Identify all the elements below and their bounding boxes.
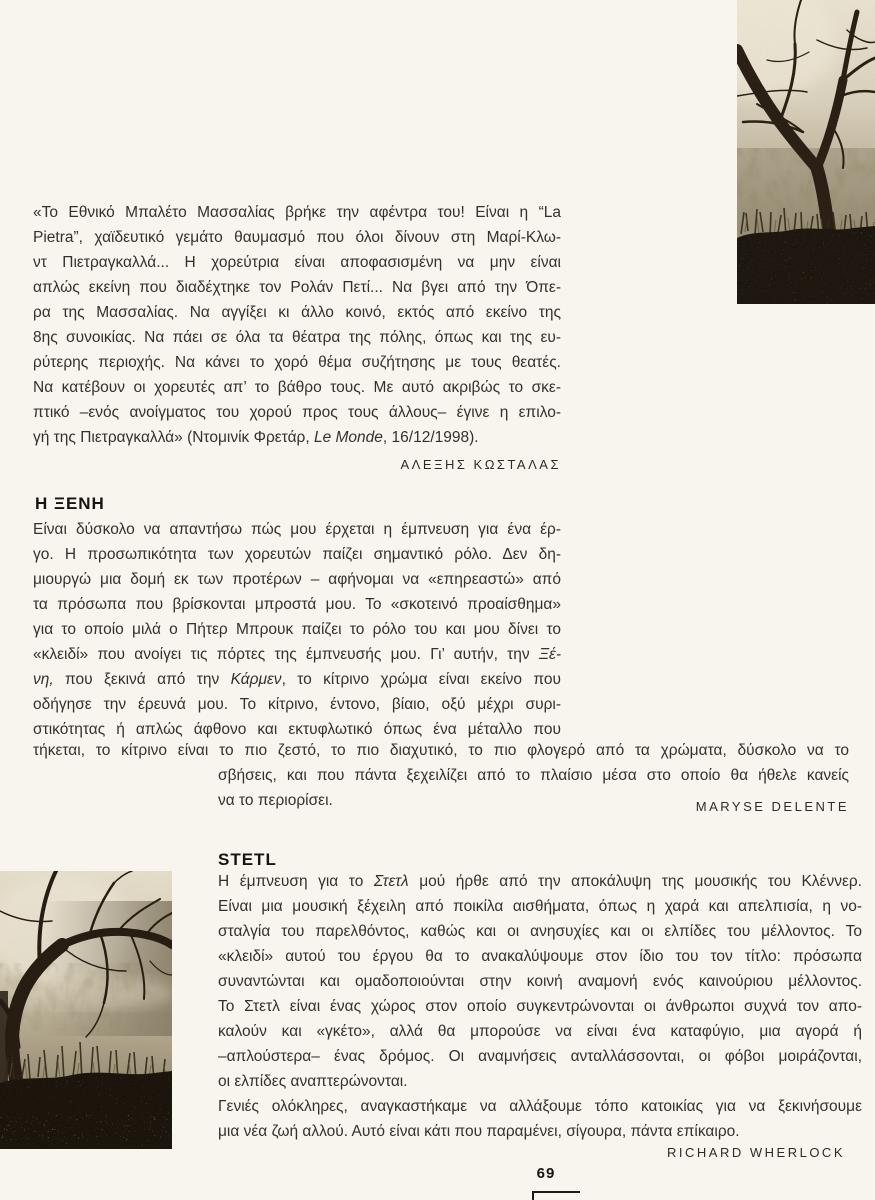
footer-corner-mark	[532, 1191, 580, 1200]
quote-paragraph-line-5: ρα της Μασσαλίας. Να αγγίξει κι άλλο κοινό, εκτός από εκείνο της	[33, 304, 561, 321]
stetl-paragraph-line-1: Η έμπνευση για το Στετλ μού ήρθε από την αποκάλυψη της μουσικής του Κλέννερ.	[218, 873, 862, 890]
quote-paragraph-line-3: ντ Πιετραγκαλλά... Η χορεύτρια είναι αποφασισμένη να μην είναι	[33, 254, 561, 271]
quote-paragraph-line-2: Pietra”, χαϊδευτικό γεμάτο θαυμασμό που όλοι δίνουν στη Μαρί-Κλω-	[33, 229, 561, 246]
tree-photo-bottom-left	[0, 871, 172, 1149]
stetl-paragraph-line-4: «κλειδί» αυτού του έργου θα το ανακαλύψουμε στον ίδιο του τον τίτλο: πρόσωπα	[218, 948, 862, 965]
xeni-paragraph-line-1: Είναι δύσκολο να απαντήσω πώς μου έρχεται η έμπνευση για ένα έρ-	[33, 521, 561, 538]
xeni-paragraph-line-5: για το οποίο μιλά ο Πήτερ Μπρουκ παίζει το ρόλο του και μου δίνει το	[33, 621, 561, 638]
quote-paragraph-line-6: 8ης συνοικίας. Να πάει σε όλα τα θέατρα της πόλης, όπως και της ευ-	[33, 329, 561, 346]
xeni-paragraph-line-2: γο. Η προσωπικότητα των χορευτών παίζει σημαντικό ρόλο. Δεν δη-	[33, 546, 561, 563]
xeni-paragraph-line-4: τα πρόσωπα που βρίσκονται μπροστά μου. Το «σκοτεινό προαίσθημα»	[33, 596, 561, 613]
stetl-paragraph-line-10: Γενιές ολόκληρες, αναγκαστήκαμε να αλλάξουμε τόπο κατοικίας για να ξεκινήσουμε	[218, 1098, 862, 1115]
stetl-paragraph-line-5: συναντώνται και ομαδοποιούνται στην κοινή αναμονή ενός καινούριου μέλλοντος.	[218, 973, 862, 990]
stetl-paragraph-line-9: οι ελπίδες αναπτερώνονται.	[218, 1073, 408, 1090]
tree-photo-top-right-art	[737, 0, 875, 304]
stetl-attribution: RICHARD WHERLOCK	[667, 1145, 845, 1160]
stetl-paragraph-line-8: –απλούστερα– ένας δρόμος. Οι αναμνήσεις ανταλλάσσονται, οι φόβοι μοιράζονται,	[218, 1048, 862, 1065]
quote-paragraph-line-4: απλώς εκείνη που διαδέχτηκε τον Ρολάν Πετί... Να βγει από την Όπε-	[33, 279, 561, 296]
stetl-heading: STETL	[218, 850, 277, 869]
stetl-paragraph-line-7: καλούν και «γκέτο», αλλά θα μπορούσε να είναι ένα καταφύγιο, μια αγορά ή	[218, 1023, 862, 1040]
xeni-paragraph-wide-line-1: τήκεται, το κίτρινο είναι το πιο ζεστό, το πιο διαχυτικό, το πιο φλογερό από τα χρώματα, δύσκολο να το	[33, 742, 849, 759]
stetl-paragraph-line-2: Είναι μια μουσική ξέχειλη από ποικίλα αισθήματα, όπως η χαρά και απελπισία, η νο-	[218, 898, 862, 915]
xeni-paragraph-wide-line-2: σβήσεις, και που πάντα ξεχειλίζει από το πλαίσιο μέσα στο οποίο θα ήθελε κανείς	[218, 767, 849, 784]
xeni-attribution: MARYSE DELENTE	[695, 799, 849, 814]
xeni-heading: Η ΞΕΝΗ	[35, 494, 105, 513]
quote-paragraph-line-1: «Το Εθνικό Μπαλέτο Μασσαλίας βρήκε την αφέντρα του! Είναι η “La	[33, 204, 561, 221]
stetl-paragraph-line-3: σταλγία του παρελθόντος, καθώς και οι ανησυχίες και οι ελπίδες του μέλλοντος. Το	[218, 923, 862, 940]
stetl-paragraph-line-6: Το Στετλ είναι ένας χώρος στον οποίο συγκεντρώνονται οι άνθρωποι συχνά τον απο-	[218, 998, 862, 1015]
xeni-paragraph-line-9: στικότητας ή απλώς άφθονο και εκτυφλωτικό όπως ένα μέταλλο που	[33, 721, 561, 738]
tree-photo-bottom-left-art	[0, 871, 172, 1149]
tree-photo-top-right	[737, 0, 875, 304]
quote-paragraph-line-7: ρύτερης περιοχής. Να κάνει το χορό θέμα συζήτησης με τους θεατές.	[33, 354, 561, 371]
xeni-paragraph	[33, 517, 561, 742]
xeni-paragraph-line-8: οδήγησε την έρευνά μου. Το κίτρινο, έντονο, βίαιο, οξύ μέχρι συρι-	[33, 696, 561, 713]
page-number: 69	[536, 1165, 556, 1182]
xeni-paragraph-wide-line-3: να το περιορίσει.	[218, 792, 333, 809]
quote-paragraph-line-10: γή της Πιετραγκαλλά» (Ντομινίκ Φρετάρ, Le Monde, 16/12/1998).	[33, 429, 479, 446]
xeni-paragraph-line-3: μιουργώ μια δομή εκ των προτέρων – αφήνομαι να «επηρεαστώ» από	[33, 571, 561, 588]
quote-attribution: ΑΛΕΞΗΣ ΚΩΣΤΑΛΑΣ	[400, 457, 561, 472]
quote-paragraph-line-8: Να κατέβουν οι χορευτές απ’ το βάθρο τους. Με αυτό ακριβώς το σκε-	[33, 379, 561, 396]
xeni-paragraph-line-6: «κλειδί» που ανοίγει τις πόρτες της έμπνευσής μου. Γι’ αυτήν, την Ξέ-	[33, 646, 561, 663]
xeni-paragraph-line-7: νη, που ξεκινά από την Κάρμεν, το κίτρινο χρώμα είναι εκείνο που	[33, 671, 561, 688]
quote-paragraph	[33, 200, 561, 450]
quote-paragraph-line-9: πτικό –ενός ανοίγματος του χορού προς τους άλλους– έγινε η επιλο-	[33, 404, 561, 421]
stetl-paragraph	[218, 869, 862, 1144]
stetl-paragraph-line-11: μια νέα ζωή αλλού. Αυτό είναι κάτι που παραμένει, σίγουρα, πάντα επίκαιρο.	[218, 1123, 740, 1140]
